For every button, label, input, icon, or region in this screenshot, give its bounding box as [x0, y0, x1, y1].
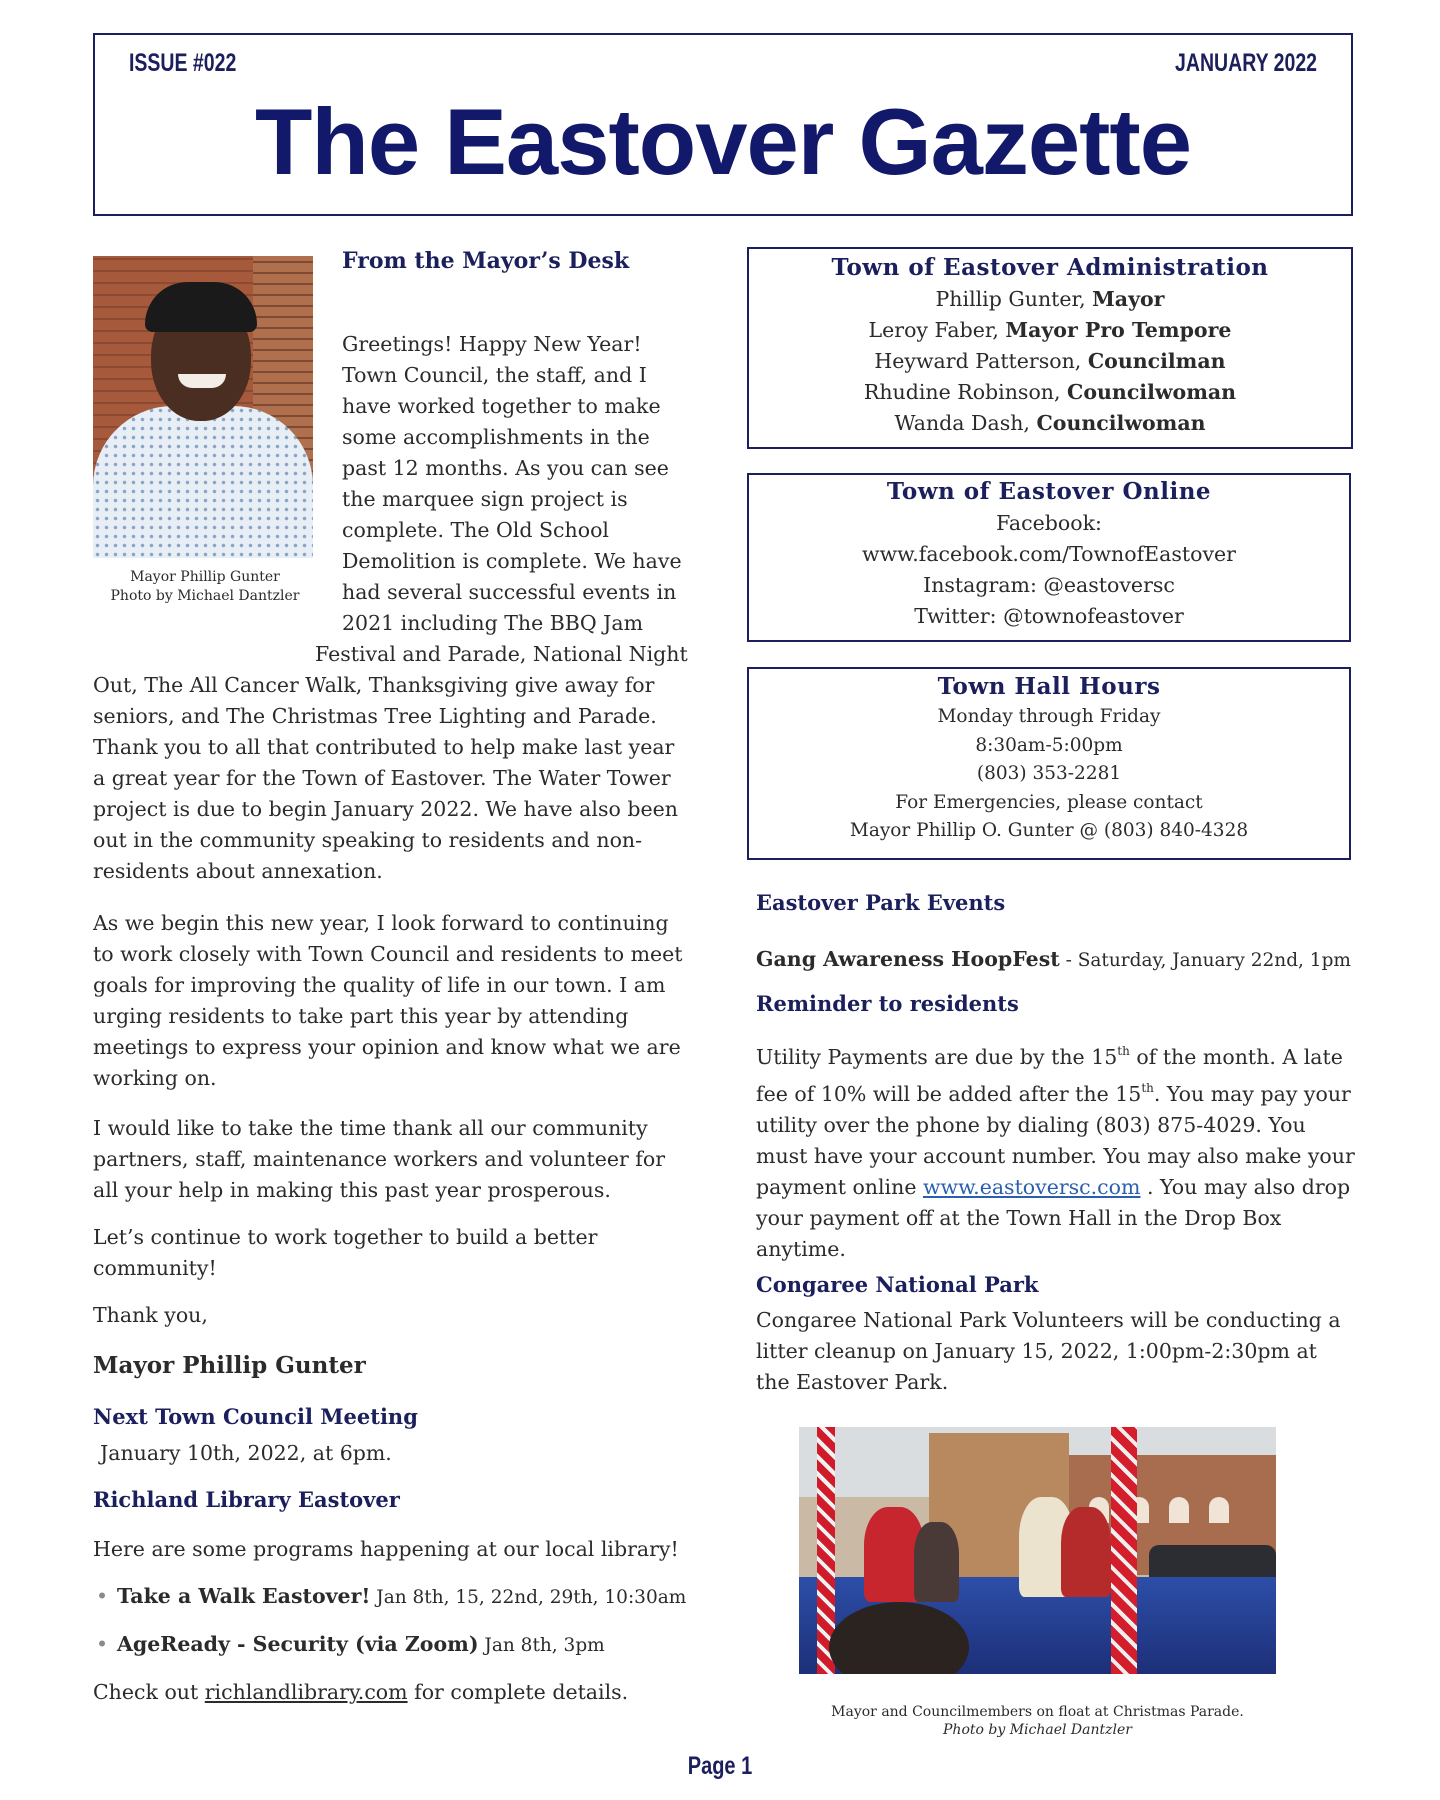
hours-emergency-contact: Mayor Phillip O. Gunter @ (803) 840-4328 — [849, 820, 1249, 841]
admin-member: Heyward Patterson, Councilman — [874, 349, 1226, 373]
library-heading: Richland Library Eastover — [93, 1487, 400, 1512]
reminder-heading: Reminder to residents — [756, 991, 1019, 1016]
mayors-desk-paragraph-1: Greetings! Happy New Year! Town Council, the staff, and I have worked together to make some accomplishments in the past 12 months. As you can see the marquee sign project is complete. The Old School Demolition is complete. We have had several successful events in 2021 including The BBQ Jam — [342, 332, 682, 635]
congaree-text: Congaree National Park Volunteers will be conducting a litter cleanup on January 15, 2022, 1:00pm-2:30pm at the Eastover Park. — [756, 1308, 1341, 1394]
online-title: Town of Eastover Online — [886, 478, 1212, 505]
online-facebook-url[interactable]: www.facebook.com/TownofEastover — [862, 542, 1236, 566]
mayors-desk-heading: From the Mayor’s Desk — [342, 248, 630, 274]
photo-person — [1061, 1507, 1111, 1597]
park-event — [756, 944, 1351, 976]
eastover-website-link[interactable]: www.eastoversc.com — [922, 1175, 1141, 1199]
admin-member: Leroy Faber, Mayor Pro Tempore — [868, 318, 1232, 342]
program-title: Take a Walk Eastover! — [117, 1584, 371, 1608]
online-twitter[interactable]: Twitter: @townofeastover — [914, 604, 1184, 628]
mayor-shirt — [93, 406, 313, 558]
hours-title: Town Hall Hours — [937, 673, 1161, 700]
parade-photo-caption: Mayor and Councilmembers on float at Christmas Parade. Photo by Michael Dantzler — [831, 1704, 1244, 1738]
masthead — [93, 33, 1353, 216]
admin-member: Rhudine Robinson, Councilwoman — [863, 380, 1237, 404]
page-number: Page 1 — [687, 1752, 753, 1780]
program-when: Jan 8th, 3pm — [478, 1635, 605, 1656]
hours-days: Monday through Friday — [937, 706, 1161, 727]
list-item — [93, 1629, 686, 1661]
online-box — [747, 473, 1351, 642]
hours-time: 8:30am-5:00pm — [975, 734, 1123, 756]
library-intro: Here are some programs happening at our local library! — [93, 1537, 679, 1561]
issue-date: JANUARY 2022 — [1175, 49, 1317, 77]
mayor-photo — [93, 256, 313, 558]
library-program-list — [93, 1581, 686, 1677]
photo-window — [1169, 1497, 1189, 1523]
admin-member: Phillip Gunter, Mayor — [935, 287, 1165, 311]
hours-phone: (803) 353-2281 — [976, 763, 1122, 784]
administration-box — [747, 247, 1353, 449]
library-link[interactable]: richlandlibrary.com — [204, 1680, 408, 1704]
event-title: Gang Awareness HoopFest — [756, 947, 1060, 971]
event-when: - Saturday, January 22nd, 1pm — [1059, 950, 1351, 971]
list-item — [93, 1581, 686, 1613]
reminder-text: Utility Payments are due by the 15th of the month. A late fee of 10% will be added after the 15th. You may pay your utility over the phone by dialing (803) 875-4029. You must have your account number. You may also make your payment online www.eastoversc.com . You may also drop your payment off at the Town Hall in the Drop Box anytime. — [756, 1044, 1355, 1261]
council-meeting-date: January 10th, 2022, at 6pm. — [100, 1441, 392, 1465]
bullet-icon: • — [96, 1632, 109, 1656]
photo-tinsel — [1111, 1427, 1137, 1674]
congaree-heading: Congaree National Park — [756, 1272, 1039, 1297]
administration-title: Town of Eastover Administration — [831, 254, 1269, 281]
photo-window — [1209, 1497, 1229, 1523]
mayor-signature: Mayor Phillip Gunter — [93, 1352, 366, 1379]
online-facebook-label: Facebook: — [996, 511, 1102, 535]
hours-emergency-label: For Emergencies, please contact — [895, 791, 1203, 813]
photo-person — [914, 1522, 959, 1602]
online-instagram[interactable]: Instagram: @eastoversc — [923, 573, 1175, 597]
mayor-smile — [178, 374, 226, 388]
mayors-desk-paragraph-1-continued: Festival and Parade, National Night Out, The All Cancer Walk, Thanksgiving give away for seniors, and The Christmas Tree Lighting and Parade. Thank you to all that contributed to help make last year a great year for the Town of Eastover. The Water Tower project is due to begin January 2022. We have also been out in the community speaking to residents and non-residents about annexation. — [93, 642, 688, 883]
parade-photo — [799, 1427, 1276, 1674]
closing-line: Thank you, — [93, 1303, 208, 1327]
park-events-heading: Eastover Park Events — [756, 890, 1006, 915]
library-check-out: Check out richlandlibrary.com for complete details. — [93, 1680, 629, 1704]
town-hall-hours-box — [747, 667, 1351, 860]
admin-member: Wanda Dash, Councilwoman — [894, 411, 1206, 435]
mayors-desk-paragraph-2: As we begin this new year, I look forward to continuing to work closely with Town Council and residents to meet goals for improving the quality of life in our town. I am urging residents to take part this year by attending meetings to express your opinion and know what we are working on. — [93, 911, 683, 1090]
mayors-desk-paragraph-4: Let’s continue to work together to build a better community! — [93, 1225, 598, 1280]
issue-number: ISSUE #022 — [129, 49, 237, 77]
council-meeting-heading: Next Town Council Meeting — [93, 1404, 418, 1429]
bullet-icon: • — [96, 1584, 109, 1608]
program-when: Jan 8th, 15, 22nd, 29th, 10:30am — [370, 1587, 687, 1608]
mayors-desk-paragraph-3: I would like to take the time thank all our community partners, staff, maintenance workers and volunteer for all your help in making this past year prosperous. — [93, 1116, 666, 1202]
mayor-photo-caption: Mayor Phillip Gunter Photo by Michael Dantzler — [110, 569, 300, 604]
newsletter-title: The Eastover Gazette — [254, 89, 1192, 194]
program-title: AgeReady - Security (via Zoom) — [117, 1632, 479, 1656]
